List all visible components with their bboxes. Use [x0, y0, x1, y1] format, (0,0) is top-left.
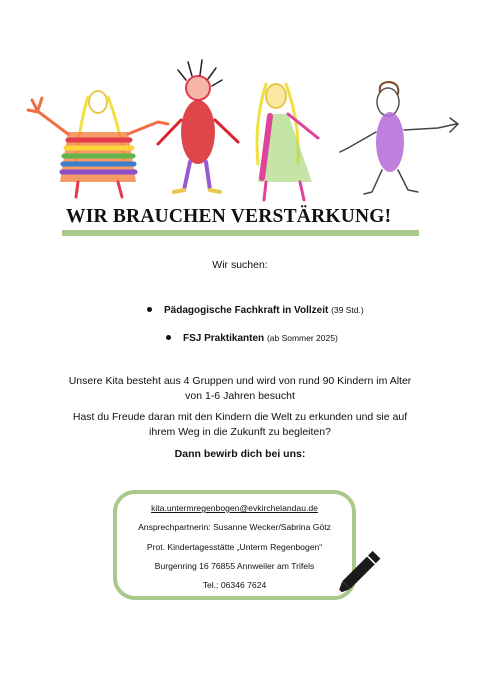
position-note-1: (39 Std.) [331, 305, 364, 315]
headline: WIR BRAUCHEN VERSTÄRKUNG! [66, 206, 392, 227]
position-item-1 [147, 305, 364, 316]
contact-person: Ansprechpartnerin: Susanne Wecker/Sabrina Götz [138, 522, 331, 532]
position-note-2: (ab Sommer 2025) [266, 333, 338, 343]
contact-institution: Prot. Kindertagesstätte „Unterm Regenbogen“ [146, 542, 323, 552]
position-title-1: Pädagogische Fachkraft in Vollzeit [164, 305, 329, 316]
bullet-dot-icon [147, 307, 152, 312]
child-figure-2 [158, 60, 238, 192]
child-figure-1 [28, 91, 168, 197]
description-line-1: Unsere Kita besteht aus 4 Gruppen und wird von rund 90 Kindern im Alter [68, 375, 412, 387]
position-item-2 [166, 333, 338, 344]
intro-text: Wir suchen: [212, 259, 268, 271]
child-figure-4 [340, 82, 458, 194]
headline-underline-bar [62, 230, 419, 236]
description-line-4: ihrem Weg in die Zukunft zu begleiten? [149, 426, 331, 438]
call-to-action: Dann bewirb dich bei uns: [174, 448, 306, 460]
contact-phone: Tel.: 06346 7624 [202, 580, 267, 590]
bullet-dot-icon [166, 335, 171, 340]
children-drawing-illustration [18, 52, 476, 212]
pen-icon [334, 542, 390, 598]
position-title-2: FSJ Praktikanten [183, 333, 265, 344]
description-line-2: von 1-6 Jahren besucht [185, 390, 295, 402]
child-figure-3 [257, 84, 318, 200]
description-line-3: Hast du Freude daran mit den Kindern die Welt zu erkunden und sie auf [72, 411, 408, 423]
contact-email-link[interactable]: kita.untermregenbogen@evkirchelandau.de [151, 503, 318, 513]
contact-address: Burgenring 16 76855 Annweiler am Trifels [154, 561, 315, 571]
